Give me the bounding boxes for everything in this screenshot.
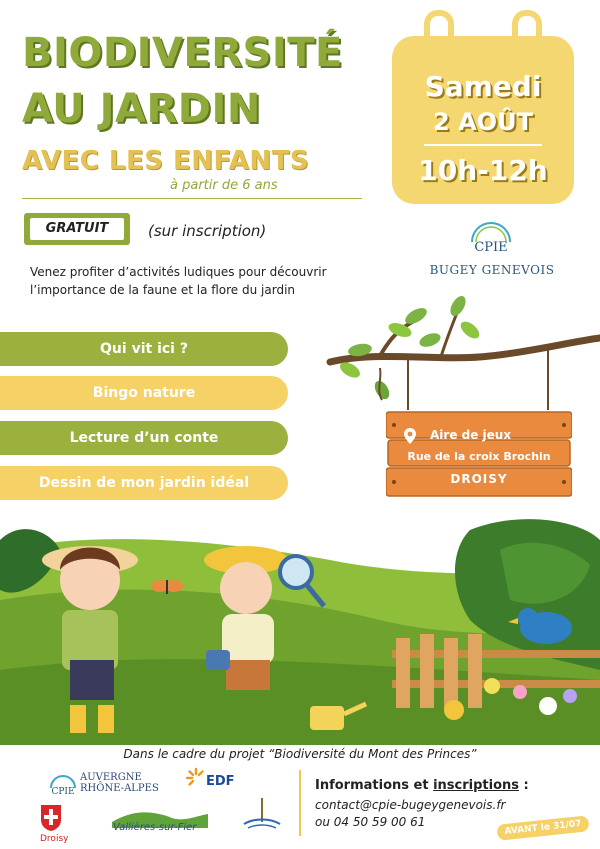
contact-email[interactable]: contact@cpie-bugeygenevois.fr [315, 798, 506, 812]
garden-scene-illustration [0, 510, 600, 745]
location-pin-icon [404, 428, 416, 444]
activity-3: Lecture d’un conte [0, 421, 288, 455]
aura-line-1: AUVERGNE [80, 772, 142, 783]
activity-1: Qui vit ici ? [0, 332, 288, 366]
vallieres-name: Vallières-sur-Fier [113, 822, 197, 833]
edf-logo-icon [184, 766, 208, 790]
cpie-logo-text: CPIE [474, 240, 508, 255]
droisy-crest-icon [40, 804, 62, 832]
info-title [315, 778, 529, 793]
info-title-suffix: : [519, 778, 529, 793]
event-hours: 10h-12h [418, 154, 548, 187]
age-subtitle: à partir de 6 ans [170, 178, 278, 193]
cpie-logo-icon [466, 220, 516, 258]
project-note: Dans le cadre du projet “Biodiversité du Mont des Princes” [123, 747, 477, 761]
contact-phone[interactable]: ou 04 50 59 00 61 [315, 815, 426, 829]
footer-divider [299, 770, 301, 836]
date-divider [424, 144, 542, 146]
title-line-1: BIODIVERSITÉ [22, 30, 343, 76]
calendar-ring-right [512, 10, 542, 58]
sign-town: DROISY [450, 472, 508, 486]
free-badge-label: GRATUIT [30, 218, 124, 240]
title-divider [22, 198, 362, 199]
registration-note: (sur inscription) [148, 222, 267, 240]
activity-4: Dessin de mon jardin idéal [0, 466, 288, 500]
edf-name: EDF [206, 774, 235, 789]
partner-logo-icon [238, 796, 286, 834]
info-title-prefix: Informations et [315, 778, 434, 793]
sign-street: Rue de la croix Brochin [407, 450, 551, 463]
event-day: Samedi [424, 70, 542, 103]
aura-line-2: RHÔNE-ALPES [80, 783, 159, 794]
deadline-badge: AVANT le 31/07 [496, 815, 589, 841]
intro-text: Venez profiter d’activités ludiques pour découvrir l’importance de la faune et la flore du jardin [30, 265, 327, 297]
free-badge [24, 213, 130, 245]
droisy-name: Droisy [40, 834, 69, 844]
sign-place: Aire de jeux [430, 428, 512, 442]
title-line-3: AVEC LES ENFANTS [22, 146, 310, 176]
calendar-ring-left [424, 10, 454, 58]
date-card [392, 36, 574, 204]
organizer-name: BUGEY GENEVOIS [429, 263, 555, 277]
aura-logo-text: CPIE [51, 787, 75, 796]
activity-2: Bingo nature [0, 376, 288, 410]
aura-name [80, 772, 159, 794]
info-title-link: inscriptions [433, 778, 520, 793]
aura-logo-icon [48, 770, 78, 796]
title-line-2: AU JARDIN [22, 86, 261, 132]
event-date: 2 AOÛT [433, 108, 533, 136]
